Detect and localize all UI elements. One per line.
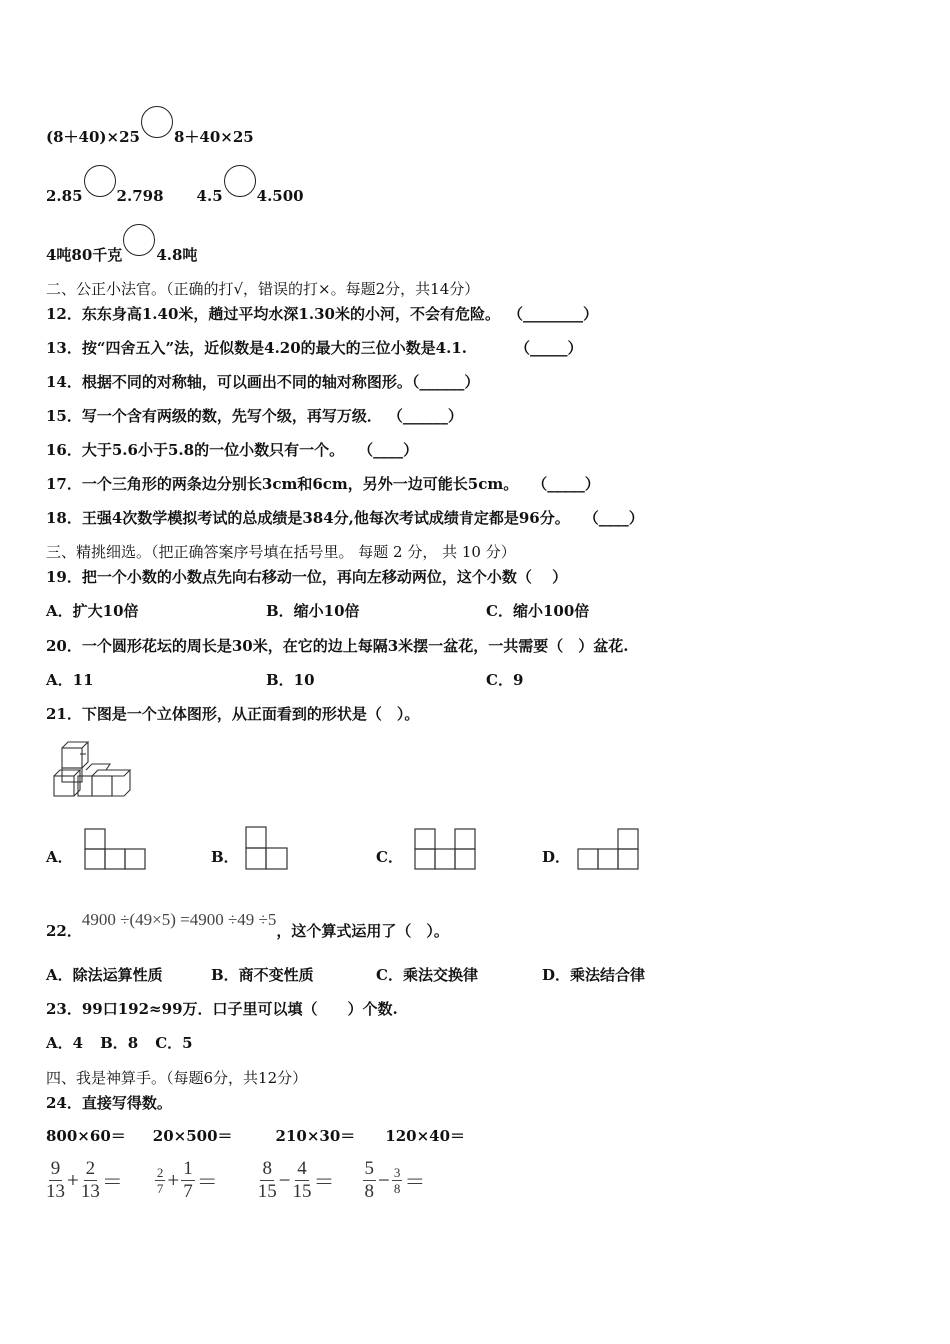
question-19: 19．把一个小数的小数点先向右移动一位，再向左移动两位，这个小数（ ） [46,568,568,586]
option-c[interactable]: C．缩小100倍 [486,602,590,620]
answer-blank[interactable]: （______） [387,407,463,425]
option-a-figure [84,828,146,870]
answer-blank[interactable]: （________） [507,305,598,323]
answer-blank[interactable]: （____） [583,509,644,527]
option-b[interactable]: B．商不变性质 [211,966,314,984]
question-13: 13．按“四舍五入”法，近似数是4.20的最大的三位小数是4.1. （_____） [46,339,583,357]
option-c[interactable]: C．5 [155,1034,193,1052]
cube-stack-figure [50,740,134,802]
question-23-options [46,1033,193,1053]
option-a[interactable]: A． [46,848,73,866]
option-b[interactable]: B．缩小10倍 [266,602,360,620]
compare-circle[interactable] [224,165,256,197]
question-22: 22．4900 ÷(49×5) =4900 ÷49 ÷5，这个算式运用了（ ）。 [46,910,449,940]
question-20: 20．一个圆形花坛的周长是30米，在它的边上每隔3米摆一盆花，一共需要（ ）盆花. [46,637,629,655]
answer-blank[interactable]: （____） [358,441,419,459]
option-a[interactable]: A．扩大10倍 [46,602,139,620]
compare-row-2 [46,173,304,206]
answer-blank[interactable]: （_____） [532,475,600,493]
calc-row [46,1126,465,1146]
equation-image: 4900 ÷(49×5) =4900 ÷49 ÷5 [81,910,277,929]
fraction-expr-2: $\frac{2}{7}$ + $\frac{1}{7}$ ＝ [156,1158,218,1202]
option-c-figure [414,828,477,870]
question-16: 16．大于5.6小于5.8的一位小数只有一个。 （____） [46,441,419,459]
compare-right: 2.798 [116,187,164,205]
compare-right: 8＋40×25 [173,128,254,146]
compare-right: 4.500 [256,187,304,205]
fraction-expr-1: $\frac{9}{13}$ + $\frac{2}{13}$ ＝ [46,1158,123,1202]
option-b[interactable]: B．10 [266,671,315,689]
compare-row-1 [46,114,254,147]
question-12: 12．东东身高1.40米，趟过平均水深1.30米的小河，不会有危险。 （________） [46,305,598,323]
calc-item: 210×30＝ [275,1127,356,1145]
section-4-title: 四、我是神算手。（每题6分，共12分） [46,1069,308,1087]
compare-left: (8＋40)×25 [46,128,140,146]
fraction-expr-4: $\frac{5}{8}$ − $\frac{3}{8}$ ＝ [364,1158,426,1202]
compare-left: 4吨80千克 [46,246,123,264]
question-24: 24．直接写得数。 [46,1094,172,1112]
option-c[interactable]: C．乘法交换律 [376,966,478,984]
option-c[interactable]: C． [376,848,403,866]
option-b[interactable]: B． [211,848,239,866]
question-15: 15．写一个含有两级的数，先写个级，再写万级． （______） [46,407,463,425]
option-a[interactable]: A．除法运算性质 [46,966,163,984]
section-3-title: 三、精挑细选。（把正确答案序号填在括号里。 每题 2 分， 共 10 分） [46,543,516,561]
option-b[interactable]: B．8 [100,1034,139,1052]
compare-circle[interactable] [84,165,116,197]
answer-blank[interactable]: （_____） [515,339,583,357]
option-b-figure [245,826,289,870]
calc-item: 800×60＝ [46,1127,126,1145]
question-17: 17．一个三角形的两条边分别长3cm和6cm，另外一边可能长5cm。 （_____） [46,475,600,493]
option-d[interactable]: D．乘法结合律 [542,966,646,984]
fraction-expr-3: $\frac{8}{15}$ − $\frac{4}{15}$ ＝ [257,1158,335,1202]
compare-right: 4.8吨 [156,246,198,264]
answer-blank[interactable]: （______） [411,373,480,391]
option-d[interactable]: D． [542,848,571,866]
option-d-figure [577,828,640,870]
question-21: 21．下图是一个立体图形，从正面看到的形状是（ ）。 [46,705,420,723]
option-c[interactable]: C．9 [486,671,524,689]
calc-item: 20×500＝ [152,1127,233,1145]
compare-left: 4.5 [196,187,223,205]
compare-circle[interactable] [123,224,155,256]
option-a[interactable]: A．11 [46,671,94,689]
question-23: 23．99口192≈99万．口子里可以填（ ）个数. [46,1000,398,1018]
compare-circle[interactable] [141,106,173,138]
question-14: 14．根据不同的对称轴，可以画出不同的轴对称图形。（______） [46,373,480,391]
option-a[interactable]: A．4 [46,1034,84,1052]
compare-left: 2.85 [46,187,83,205]
fraction-row [46,1158,427,1203]
calc-item: 120×40＝ [385,1127,466,1145]
compare-row-3 [46,232,197,265]
question-18: 18．王强4次数学模拟考试的总成绩是384分,他每次考试成绩肯定都是96分。 （____） [46,509,644,527]
section-2-title: 二、公正小法官。（正确的打√，错误的打×。每题2分，共14分） [46,280,480,298]
